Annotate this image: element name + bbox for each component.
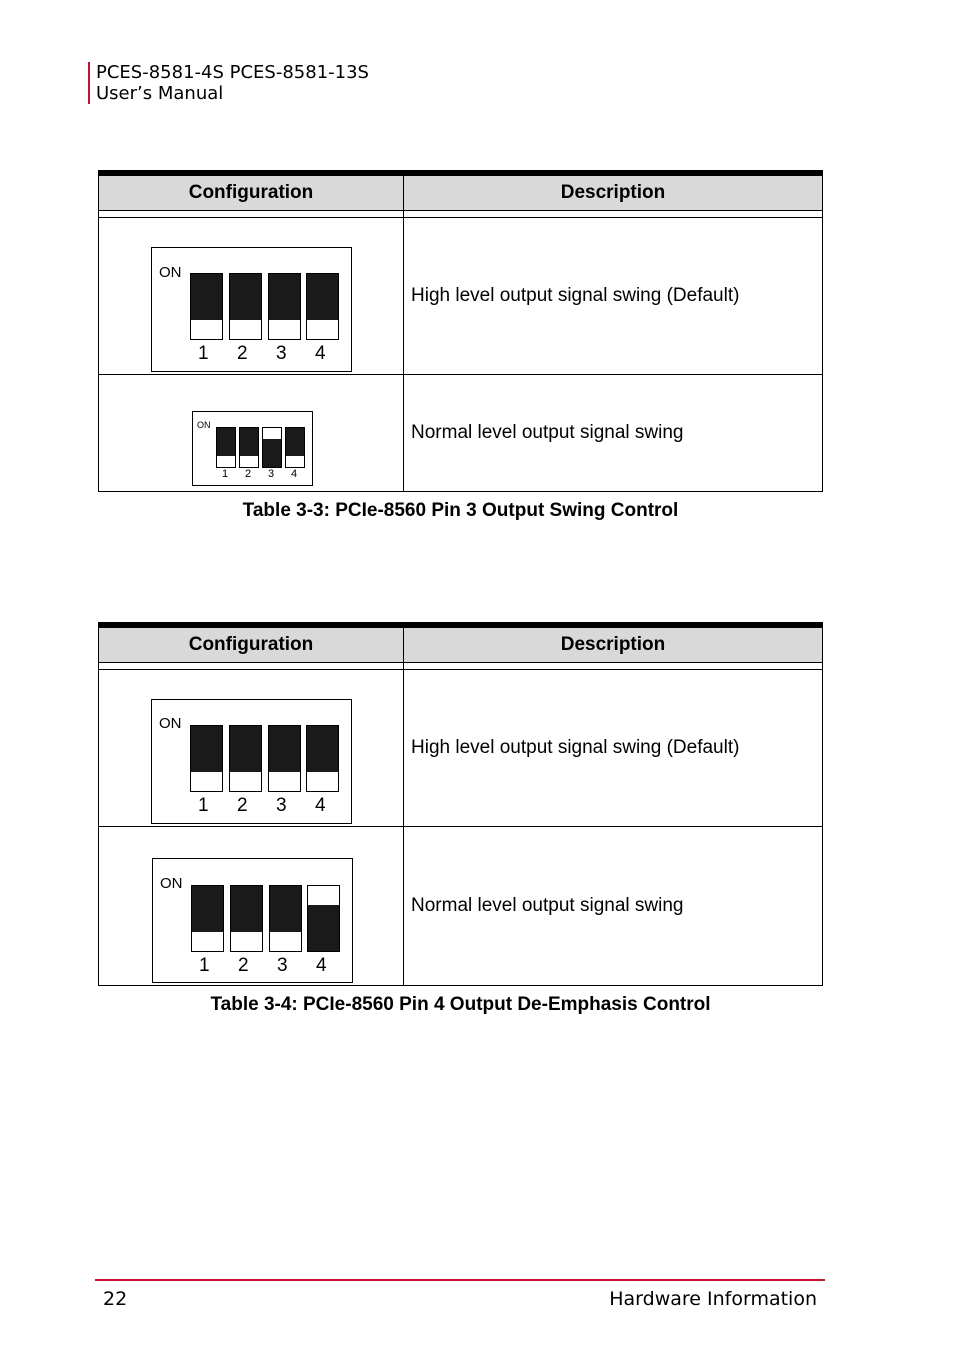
table1-row-1 [98,218,823,375]
dip-number-1: 1 [222,468,229,480]
footer-rule [95,1279,825,1281]
dip-number-3: 3 [268,468,275,480]
dip-switch-diagram [152,858,353,983]
table1-row-2-description: Normal level output signal swing [411,422,684,443]
table2-row-2 [98,827,823,986]
dip-switch-2 [239,427,259,468]
page-number: 22 [103,1288,128,1310]
dip-switch-1 [191,885,224,952]
dip-switch-4 [306,725,339,792]
table2-row-1-description: High level output signal swing (Default) [411,737,740,758]
dip-switch-1 [190,273,223,340]
dip-switch-3 [269,885,302,952]
dip-switch-2 [230,885,263,952]
table2-row-2-description: Normal level output signal swing [411,895,684,916]
table2-caption: Table 3-4: PCIe-8560 Pin 4 Output De-Emphasis Control [210,994,711,1015]
table1-header-configuration: Configuration [99,176,404,210]
dip-number-1: 1 [198,795,209,816]
table2-header-row [98,627,823,663]
table2-header-description: Description [560,634,666,655]
dip-on-label: ON [159,715,182,732]
document-header [88,62,369,104]
dip-switch-1 [216,427,236,468]
dip-switch-diagram [192,411,313,486]
table1-row-2 [98,375,823,492]
dip-number-1: 1 [198,343,209,364]
dip-switch-4 [306,273,339,340]
dip-switch-2 [229,273,262,340]
table1-caption: Table 3-3: PCIe-8560 Pin 3 Output Swing Control [242,500,679,521]
table1-row-1-config [99,218,404,374]
dip-number-2: 2 [237,343,248,364]
dip-number-4: 4 [291,468,298,480]
dip-number-1: 1 [199,955,210,976]
doc-subtitle: User’s Manual [96,83,224,104]
dip-switch-4 [307,885,340,952]
dip-number-4: 4 [315,343,326,364]
dip-number-3: 3 [276,795,287,816]
table2-row-2-config [99,827,404,985]
table2-row-1 [98,670,823,827]
dip-number-4: 4 [315,795,326,816]
dip-on-label: ON [197,420,211,430]
dip-on-label: ON [160,875,183,892]
dip-switch-diagram [151,247,352,372]
footer-section-title: Hardware Information [609,1288,817,1310]
dip-number-2: 2 [238,955,249,976]
table1-row-2-config [99,375,404,491]
dip-switch-3 [268,725,301,792]
table1-header-description: Description [560,182,666,203]
dip-number-3: 3 [277,955,288,976]
dip-switch-3 [268,273,301,340]
table2-spacer-row [98,663,823,670]
table1-header-row [98,175,823,211]
dip-switch-2 [229,725,262,792]
table1-spacer-row [98,211,823,218]
dip-switch-3 [262,427,282,468]
dip-number-3: 3 [276,343,287,364]
table2-header-configuration: Configuration [99,628,404,662]
table1-row-1-description: High level output signal swing (Default) [411,285,740,306]
dip-number-2: 2 [245,468,252,480]
dip-number-2: 2 [237,795,248,816]
dip-number-4: 4 [316,955,327,976]
table2-row-1-config [99,670,404,826]
dip-on-label: ON [159,264,182,281]
dip-switch-4 [285,427,305,468]
dip-switch-1 [190,725,223,792]
dip-switch-diagram [151,699,352,824]
doc-title: PCES-8581-4S PCES-8581-13S [96,62,369,83]
